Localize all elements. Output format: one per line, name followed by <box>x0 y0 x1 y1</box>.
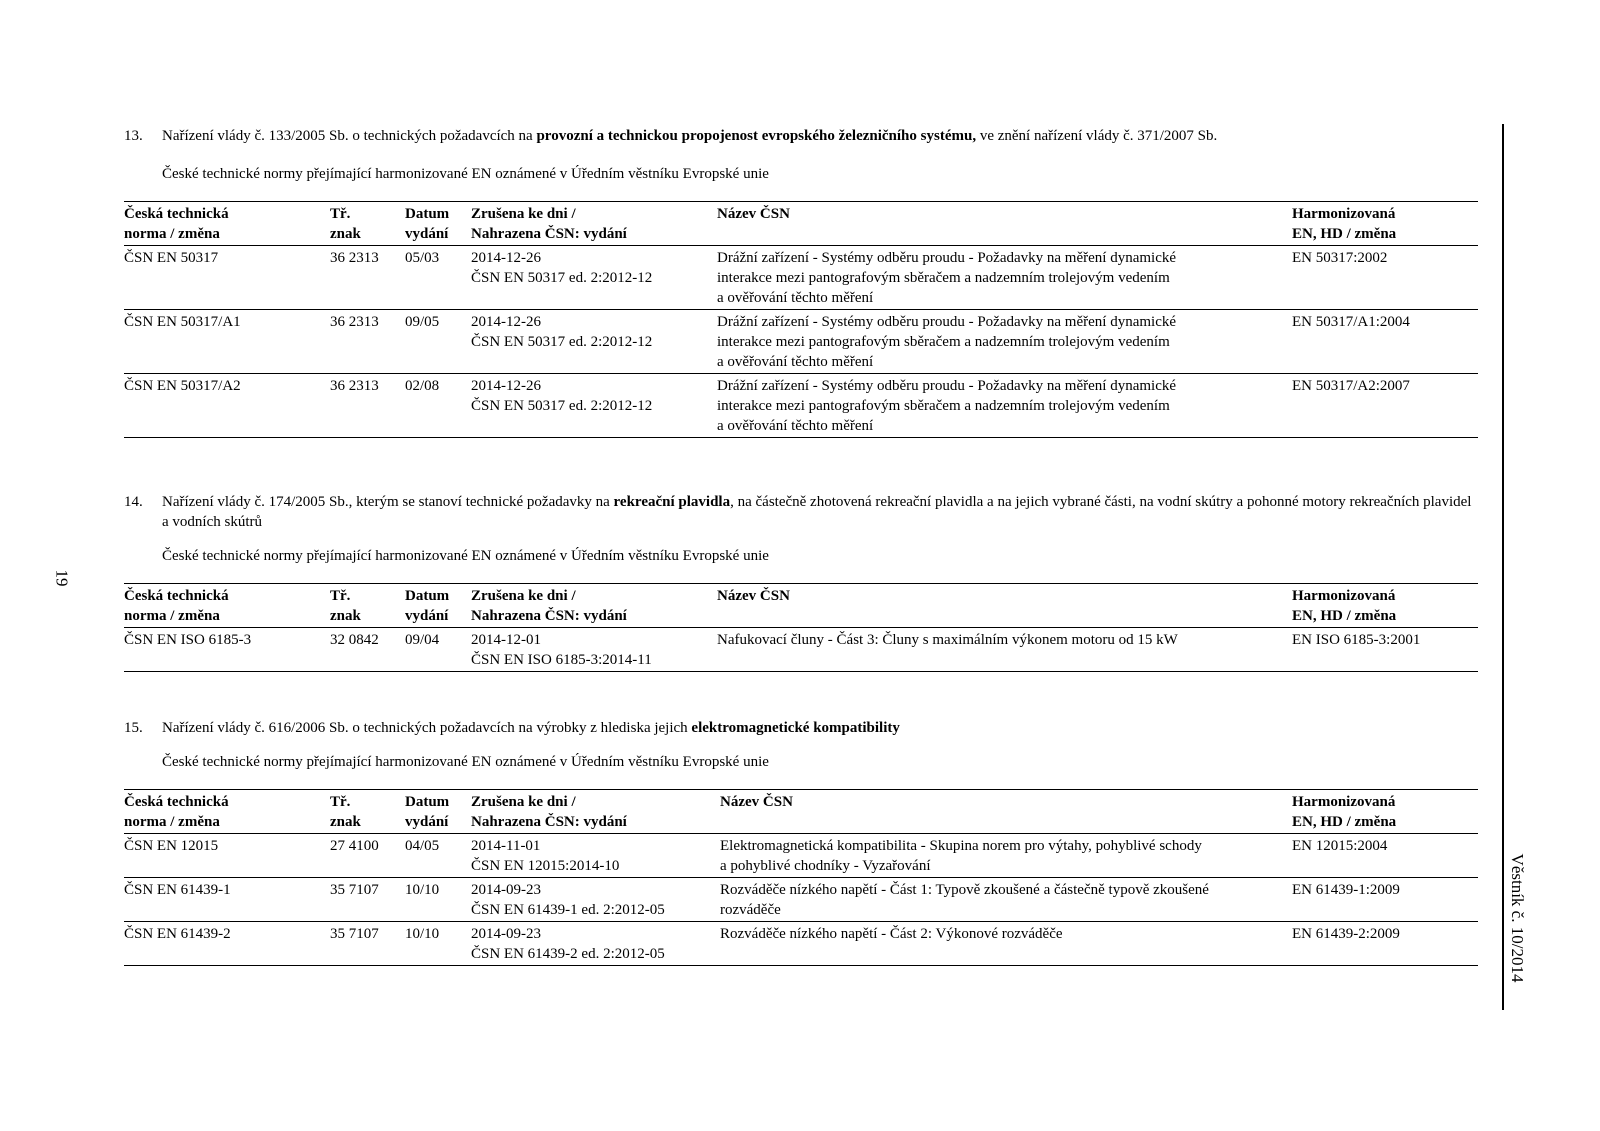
cell-trznak: 27 4100 <box>330 838 379 854</box>
heading-bold: provozní a technickou propojenost evropského železničního systému, <box>536 128 977 144</box>
cell-nazev: Rozváděče nízkého napětí - Část 2: Výkonové rozváděče <box>720 926 1063 942</box>
cell-nazev: Drážní zařízení - Systémy odběru proudu - Požadavky na měření dynamické interakce mezi pantografovým sběračem a nadzemním trolejovým vedením a ověřování těchto měření <box>717 378 1177 434</box>
cell-datum: 10/10 <box>405 926 440 942</box>
side-rule <box>1502 124 1504 1010</box>
col-zrusena-header: Zrušena ke dni / Nahrazena ČSN: vydání <box>471 588 627 624</box>
cell-harmon: EN 50317:2002 <box>1292 250 1388 266</box>
cell-trznak: 35 7107 <box>330 882 379 898</box>
table-row <box>124 834 1478 878</box>
cell-norma: ČSN EN 12015 <box>124 838 219 854</box>
section-subtitle: České technické normy přejímající harmonizované EN oznámené v Úředním věstníku Evropské unie <box>162 754 769 770</box>
col-datum-header: Datum vydání <box>405 794 450 830</box>
section-number: 13. <box>124 128 143 144</box>
col-harmon-header: Harmonizovaná EN, HD / změna <box>1292 794 1397 830</box>
cell-zrusena: 2014-09-23 ČSN EN 61439-2 ed. 2:2012-05 <box>471 926 665 962</box>
cell-trznak: 36 2313 <box>330 250 379 266</box>
heading-text: Nařízení vlády č. 616/2006 Sb. o technických požadavcích na výrobky z hlediska jejich <box>162 720 692 736</box>
cell-zrusena: 2014-09-23 ČSN EN 61439-1 ed. 2:2012-05 <box>471 882 665 918</box>
cell-harmon: EN 61439-2:2009 <box>1292 926 1400 942</box>
cell-norma: ČSN EN 50317/A2 <box>124 378 241 394</box>
cell-trznak: 36 2313 <box>330 314 379 330</box>
cell-nazev: Drážní zařízení - Systémy odběru proudu - Požadavky na měření dynamické interakce mezi pantografovým sběračem a nadzemním trolejovým vedením a ověřování těchto měření <box>717 250 1177 306</box>
cell-norma: ČSN EN 61439-2 <box>124 926 231 942</box>
cell-harmon: EN 50317/A1:2004 <box>1292 314 1410 330</box>
cell-zrusena: 2014-12-01 ČSN EN ISO 6185-3:2014-11 <box>471 632 652 668</box>
col-nazev-header: Název ČSN <box>717 206 790 222</box>
cell-zrusena: 2014-12-26 ČSN EN 50317 ed. 2:2012-12 <box>471 250 653 286</box>
cell-datum: 05/03 <box>405 250 440 266</box>
cell-harmon: EN 12015:2004 <box>1292 838 1388 854</box>
section-14 <box>124 492 1478 672</box>
col-datum-header: Datum vydání <box>405 588 450 624</box>
cell-norma: ČSN EN ISO 6185-3 <box>124 632 252 648</box>
col-harmon-header: Harmonizovaná EN, HD / změna <box>1292 588 1397 624</box>
cell-trznak: 36 2313 <box>330 378 379 394</box>
col-norma-header: Česká technická norma / změna <box>124 794 229 830</box>
cell-datum: 10/10 <box>405 882 440 898</box>
table-row <box>124 246 1478 310</box>
col-datum-header: Datum vydání <box>405 206 450 242</box>
col-nazev-header: Název ČSN <box>717 588 790 604</box>
col-trznak-header: Tř. znak <box>330 588 361 624</box>
section-heading <box>124 492 1478 532</box>
cell-harmon: EN ISO 6185-3:2001 <box>1292 632 1421 648</box>
heading-text: Nařízení vlády č. 174/2005 Sb., kterým se stanoví technické požadavky na <box>162 494 614 510</box>
norms-table <box>124 583 1478 672</box>
heading-bold: elektromagnetické kompatibility <box>691 720 900 736</box>
section-subtitle: České technické normy přejímající harmonizované EN oznámené v Úředním věstníku Evropské unie <box>162 548 769 564</box>
cell-datum: 09/04 <box>405 632 440 648</box>
norms-table <box>124 201 1478 438</box>
section-heading <box>124 718 1478 738</box>
cell-trznak: 35 7107 <box>330 926 379 942</box>
table-row <box>124 310 1478 374</box>
section-number: 15. <box>124 720 143 736</box>
table-row <box>124 628 1478 672</box>
section-13 <box>124 126 1478 438</box>
col-harmon-header: Harmonizovaná EN, HD / změna <box>1292 206 1397 242</box>
col-norma-header: Česká technická norma / změna <box>124 588 229 624</box>
table-row <box>124 922 1478 966</box>
cell-norma: ČSN EN 50317/A1 <box>124 314 241 330</box>
heading-text: Nařízení vlády č. 133/2005 Sb. o technických požadavcích na <box>162 128 537 144</box>
cell-nazev: Nafukovací čluny - Část 3: Čluny s maximálním výkonem motoru od 15 kW <box>717 632 1178 648</box>
heading-bold: rekreační plavidla <box>613 494 731 510</box>
table-row <box>124 374 1478 438</box>
table-row <box>124 878 1478 922</box>
heading-text-end: ve znění nařízení vlády č. 371/2007 Sb. <box>976 128 1218 144</box>
page-number: 19 <box>52 569 72 587</box>
cell-zrusena: 2014-12-26 ČSN EN 50317 ed. 2:2012-12 <box>471 314 653 350</box>
heading-text-end: , na částečně zhotovená rekreační plavidla a na jejich vybrané části, na vodní skútry a pohonné motory rekreačních plavidel a vodních skútrů <box>162 494 1472 530</box>
cell-datum: 09/05 <box>405 314 440 330</box>
cell-datum: 02/08 <box>405 378 440 394</box>
cell-nazev: Rozváděče nízkého napětí - Část 1: Typově zkoušené a částečně typově zkoušené rozváděče <box>720 882 1209 918</box>
cell-norma: ČSN EN 61439-1 <box>124 882 231 898</box>
cell-datum: 04/05 <box>405 838 440 854</box>
section-heading <box>124 126 1478 146</box>
cell-nazev: Elektromagnetická kompatibilita - Skupina norem pro výtahy, pohyblivé schody a pohyblivé chodníky - Vyzařování <box>720 838 1202 874</box>
cell-zrusena: 2014-11-01 ČSN EN 12015:2014-10 <box>471 838 620 874</box>
col-zrusena-header: Zrušena ke dni / Nahrazena ČSN: vydání <box>471 206 627 242</box>
cell-norma: ČSN EN 50317 <box>124 250 219 266</box>
col-norma-header: Česká technická norma / změna <box>124 206 229 242</box>
cell-zrusena: 2014-12-26 ČSN EN 50317 ed. 2:2012-12 <box>471 378 653 414</box>
section-15 <box>124 718 1478 966</box>
table-header-row <box>124 202 1478 246</box>
col-trznak-header: Tř. znak <box>330 206 361 242</box>
journal-label: Věstník č. 10/2014 <box>1508 853 1527 983</box>
section-number: 14. <box>124 494 143 510</box>
table-header-row <box>124 584 1478 628</box>
cell-nazev: Drážní zařízení - Systémy odběru proudu - Požadavky na měření dynamické interakce mezi pantografovým sběračem a nadzemním trolejovým vedením a ověřování těchto měření <box>717 314 1177 370</box>
cell-trznak: 32 0842 <box>330 632 379 648</box>
cell-harmon: EN 50317/A2:2007 <box>1292 378 1410 394</box>
norms-table <box>124 789 1478 966</box>
cell-harmon: EN 61439-1:2009 <box>1292 882 1400 898</box>
col-zrusena-header: Zrušena ke dni / Nahrazena ČSN: vydání <box>471 794 627 830</box>
table-header-row <box>124 790 1478 834</box>
col-nazev-header: Název ČSN <box>720 794 793 810</box>
col-trznak-header: Tř. znak <box>330 794 361 830</box>
section-subtitle: České technické normy přejímající harmonizované EN oznámené v Úředním věstníku Evropské unie <box>162 166 769 182</box>
